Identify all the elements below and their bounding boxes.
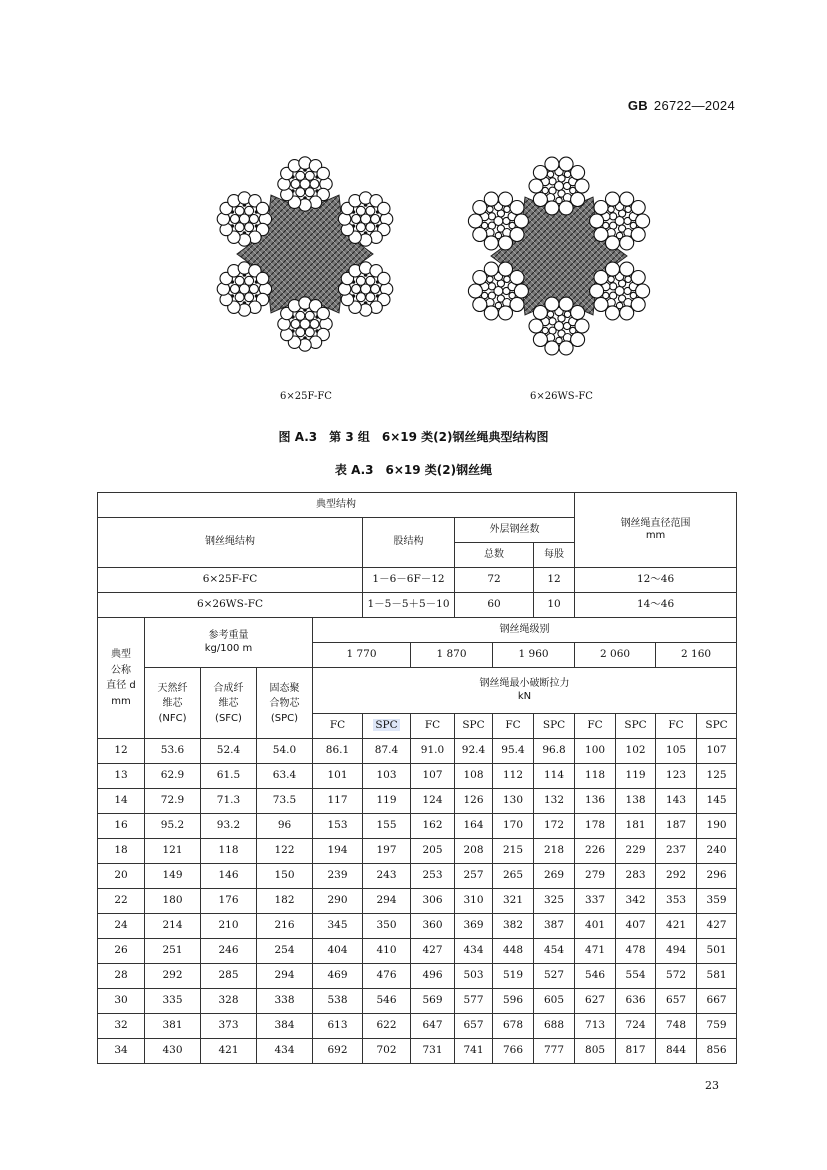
table-cell: 176 bbox=[201, 889, 257, 914]
min-force-label: 钢丝绳最小破断拉力 bbox=[479, 678, 570, 689]
table-cell: 216 bbox=[257, 914, 313, 939]
rope-structure-cell: 6×25F-FC bbox=[98, 568, 363, 593]
table-cell: 647 bbox=[411, 1014, 455, 1039]
strand bbox=[529, 297, 589, 355]
table-cell: 328 bbox=[201, 989, 257, 1014]
table-cell: 180 bbox=[145, 889, 201, 914]
table-cell: 569 bbox=[411, 989, 455, 1014]
core-type-cell: FC bbox=[575, 714, 616, 739]
table-cell: 667 bbox=[697, 989, 737, 1014]
table-cell: 246 bbox=[201, 939, 257, 964]
table-cell: 434 bbox=[257, 1039, 313, 1064]
table-cell: 401 bbox=[575, 914, 616, 939]
header-sfc bbox=[201, 668, 257, 739]
nominal-diameter-cell: 13 bbox=[98, 764, 145, 789]
nfc-l2: 维芯 bbox=[162, 697, 183, 709]
table-cell: 292 bbox=[656, 864, 697, 889]
figure-caption: 图 A.3 第 3 组 6×19 类(2)钢丝绳典型结构图 bbox=[278, 430, 549, 444]
grade-cell: 1 870 bbox=[411, 643, 493, 668]
table-cell: 627 bbox=[575, 989, 616, 1014]
table-cell: 369 bbox=[455, 914, 493, 939]
table-cell: 546 bbox=[575, 964, 616, 989]
table-cell: 678 bbox=[493, 1014, 534, 1039]
table-cell: 337 bbox=[575, 889, 616, 914]
table-cell: 132 bbox=[534, 789, 575, 814]
table-cell: 124 bbox=[411, 789, 455, 814]
sfc-l3: (SFC) bbox=[215, 712, 242, 724]
table-cell: 554 bbox=[616, 964, 656, 989]
header-row-grade-label bbox=[98, 618, 737, 643]
rope-structure-cell: 6×26WS-FC bbox=[98, 593, 363, 618]
table-cell: 421 bbox=[656, 914, 697, 939]
table-cell: 63.4 bbox=[257, 764, 313, 789]
table-cell: 384 bbox=[257, 1014, 313, 1039]
table-cell: 229 bbox=[616, 839, 656, 864]
figure-label-right: 6×26WS-FC bbox=[530, 391, 593, 402]
spc-l1: 固态聚 bbox=[269, 682, 300, 694]
table-cell: 208 bbox=[455, 839, 493, 864]
table-cell: 387 bbox=[534, 914, 575, 939]
table-cell: 162 bbox=[411, 814, 455, 839]
table-cell: 741 bbox=[455, 1039, 493, 1064]
table-cell: 434 bbox=[455, 939, 493, 964]
table-cell: 257 bbox=[455, 864, 493, 889]
table-cell: 155 bbox=[363, 814, 411, 839]
header-total: 总数 bbox=[455, 543, 534, 568]
table-cell: 596 bbox=[493, 989, 534, 1014]
table-cell: 605 bbox=[534, 989, 575, 1014]
table-cell: 210 bbox=[201, 914, 257, 939]
table-cell: 572 bbox=[656, 964, 697, 989]
table-cell: 53.6 bbox=[145, 739, 201, 764]
table-cell: 581 bbox=[697, 964, 737, 989]
table-cell: 338 bbox=[257, 989, 313, 1014]
table-cell: 404 bbox=[313, 939, 363, 964]
table-cell: 145 bbox=[697, 789, 737, 814]
table-cell: 194 bbox=[313, 839, 363, 864]
strand bbox=[529, 157, 589, 215]
table-cell: 187 bbox=[656, 814, 697, 839]
table-cell: 577 bbox=[455, 989, 493, 1014]
table-row bbox=[98, 764, 737, 789]
table-row bbox=[98, 989, 737, 1014]
diameter-range-label: 钢丝绳直径范围 bbox=[620, 517, 691, 529]
table-cell: 427 bbox=[411, 939, 455, 964]
total-wires-cell: 72 bbox=[455, 568, 534, 593]
table-cell: 688 bbox=[534, 1014, 575, 1039]
table-cell: 636 bbox=[616, 989, 656, 1014]
header-reference-weight bbox=[145, 618, 313, 668]
table-cell: 269 bbox=[534, 864, 575, 889]
table-cell: 494 bbox=[656, 939, 697, 964]
table-cell: 118 bbox=[201, 839, 257, 864]
nominal-diameter-cell: 28 bbox=[98, 964, 145, 989]
sfc-l2: 维芯 bbox=[218, 697, 239, 709]
header-min-breaking-force bbox=[313, 668, 737, 714]
table-cell: 713 bbox=[575, 1014, 616, 1039]
table-cell: 345 bbox=[313, 914, 363, 939]
table-cell: 430 bbox=[145, 1039, 201, 1064]
table-cell: 622 bbox=[363, 1014, 411, 1039]
structure-row bbox=[98, 593, 737, 618]
table-cell: 503 bbox=[455, 964, 493, 989]
table-cell: 218 bbox=[534, 839, 575, 864]
table-cell: 117 bbox=[313, 789, 363, 814]
nominal-diameter-cell: 12 bbox=[98, 739, 145, 764]
strand bbox=[590, 192, 650, 250]
nominal-diameter-cell: 30 bbox=[98, 989, 145, 1014]
table-cell: 239 bbox=[313, 864, 363, 889]
table-cell: 243 bbox=[363, 864, 411, 889]
table-row bbox=[98, 914, 737, 939]
core-type-cell: FC bbox=[656, 714, 697, 739]
grade-cell: 2 060 bbox=[575, 643, 656, 668]
table-cell: 254 bbox=[257, 939, 313, 964]
per-strand-cell: 10 bbox=[534, 593, 575, 618]
table-cell: 766 bbox=[493, 1039, 534, 1064]
table-row bbox=[98, 1039, 737, 1064]
spc-l3: (SPC) bbox=[270, 712, 299, 724]
core-type-cell: SPC bbox=[534, 714, 575, 739]
table-cell: 237 bbox=[656, 839, 697, 864]
nominal-l3: 直径 d bbox=[106, 680, 136, 691]
header-per-strand: 每股 bbox=[534, 543, 575, 568]
table-cell: 283 bbox=[616, 864, 656, 889]
header-spc bbox=[257, 668, 313, 739]
grade-cell: 2 160 bbox=[656, 643, 737, 668]
table-cell: 126 bbox=[455, 789, 493, 814]
table-cell: 123 bbox=[656, 764, 697, 789]
nominal-diameter-cell: 14 bbox=[98, 789, 145, 814]
header-rope-structure: 钢丝绳结构 bbox=[98, 518, 363, 568]
table-cell: 96 bbox=[257, 814, 313, 839]
table-cell: 410 bbox=[363, 939, 411, 964]
header-diameter-range bbox=[575, 493, 737, 568]
table-row bbox=[98, 864, 737, 889]
table-cell: 153 bbox=[313, 814, 363, 839]
table-cell: 527 bbox=[534, 964, 575, 989]
table-cell: 190 bbox=[697, 814, 737, 839]
core-type-cell: SPC bbox=[455, 714, 493, 739]
table-cell: 538 bbox=[313, 989, 363, 1014]
table-cell: 197 bbox=[363, 839, 411, 864]
nominal-diameter-cell: 16 bbox=[98, 814, 145, 839]
table-cell: 149 bbox=[145, 864, 201, 889]
table-cell: 310 bbox=[455, 889, 493, 914]
table-row bbox=[98, 789, 737, 814]
table-cell: 101 bbox=[313, 764, 363, 789]
table-cell: 469 bbox=[313, 964, 363, 989]
table-cell: 702 bbox=[363, 1039, 411, 1064]
table-cell: 71.3 bbox=[201, 789, 257, 814]
table-cell: 95.4 bbox=[493, 739, 534, 764]
table-cell: 478 bbox=[616, 939, 656, 964]
table-cell: 87.4 bbox=[363, 739, 411, 764]
core-type-cell: FC bbox=[313, 714, 363, 739]
standard-number: 26722—2024 bbox=[653, 98, 735, 113]
reference-weight-unit: kg/100 m bbox=[204, 642, 253, 654]
structure-row bbox=[98, 568, 737, 593]
table-cell: 476 bbox=[363, 964, 411, 989]
table-cell: 382 bbox=[493, 914, 534, 939]
core-type-cell: SPC bbox=[616, 714, 656, 739]
table-cell: 119 bbox=[616, 764, 656, 789]
core-type-cell bbox=[363, 714, 411, 739]
table-row bbox=[98, 939, 737, 964]
table-cell: 350 bbox=[363, 914, 411, 939]
table-cell: 471 bbox=[575, 939, 616, 964]
table-cell: 150 bbox=[257, 864, 313, 889]
table-cell: 95.2 bbox=[145, 814, 201, 839]
wire-rope-table bbox=[97, 492, 737, 1064]
table-cell: 342 bbox=[616, 889, 656, 914]
table-cell: 138 bbox=[616, 789, 656, 814]
table-cell: 172 bbox=[534, 814, 575, 839]
table-cell: 496 bbox=[411, 964, 455, 989]
table-row bbox=[98, 889, 737, 914]
table-cell: 373 bbox=[201, 1014, 257, 1039]
table-cell: 143 bbox=[656, 789, 697, 814]
table-cell: 856 bbox=[697, 1039, 737, 1064]
table-cell: 52.4 bbox=[201, 739, 257, 764]
table-cell: 381 bbox=[145, 1014, 201, 1039]
min-force-unit: kN bbox=[517, 690, 532, 702]
table-cell: 62.9 bbox=[145, 764, 201, 789]
table-cell: 805 bbox=[575, 1039, 616, 1064]
header-outer-wires: 外层钢丝数 bbox=[455, 518, 575, 543]
table-cell: 321 bbox=[493, 889, 534, 914]
header-typical-structure: 典型结构 bbox=[98, 493, 575, 518]
table-cell: 226 bbox=[575, 839, 616, 864]
header-nominal-diameter bbox=[98, 618, 145, 739]
rope-cross-section-6x25f-fc bbox=[196, 140, 414, 368]
table-cell: 777 bbox=[534, 1039, 575, 1064]
table-cell: 91.0 bbox=[411, 739, 455, 764]
table-cell: 93.2 bbox=[201, 814, 257, 839]
table-cell: 306 bbox=[411, 889, 455, 914]
table-cell: 817 bbox=[616, 1039, 656, 1064]
table-cell: 294 bbox=[257, 964, 313, 989]
table-cell: 501 bbox=[697, 939, 737, 964]
table-cell: 360 bbox=[411, 914, 455, 939]
table-cell: 214 bbox=[145, 914, 201, 939]
table-cell: 107 bbox=[411, 764, 455, 789]
table-cell: 100 bbox=[575, 739, 616, 764]
table-cell: 325 bbox=[534, 889, 575, 914]
table-cell: 92.4 bbox=[455, 739, 493, 764]
nominal-l2: 公称 bbox=[111, 664, 131, 676]
table-row bbox=[98, 839, 737, 864]
table-cell: 108 bbox=[455, 764, 493, 789]
reference-weight-label: 参考重量 bbox=[208, 630, 249, 641]
table-cell: 657 bbox=[455, 1014, 493, 1039]
standard-prefix: GB bbox=[627, 98, 648, 113]
table-cell: 72.9 bbox=[145, 789, 201, 814]
table-cell: 114 bbox=[534, 764, 575, 789]
standard-code bbox=[628, 98, 735, 113]
header-row-typical bbox=[98, 493, 737, 518]
table-row bbox=[98, 739, 737, 764]
table-cell: 279 bbox=[575, 864, 616, 889]
total-wires-cell: 60 bbox=[455, 593, 534, 618]
table-cell: 215 bbox=[493, 839, 534, 864]
table-row bbox=[98, 964, 737, 989]
nfc-l3: (NFC) bbox=[158, 712, 187, 724]
strand-structure-cell: 1－6－6F－12 bbox=[363, 568, 455, 593]
table-cell: 265 bbox=[493, 864, 534, 889]
table-cell: 205 bbox=[411, 839, 455, 864]
strand bbox=[468, 192, 528, 250]
table-cell: 359 bbox=[697, 889, 737, 914]
header-nfc bbox=[145, 668, 201, 739]
table-cell: 296 bbox=[697, 864, 737, 889]
table-cell: 448 bbox=[493, 939, 534, 964]
table-cell: 73.5 bbox=[257, 789, 313, 814]
table-cell: 294 bbox=[363, 889, 411, 914]
table-cell: 118 bbox=[575, 764, 616, 789]
table-cell: 546 bbox=[363, 989, 411, 1014]
core-type-cell: SPC bbox=[697, 714, 737, 739]
table-cell: 292 bbox=[145, 964, 201, 989]
table-cell: 61.5 bbox=[201, 764, 257, 789]
core-type-cell: FC bbox=[493, 714, 534, 739]
table-cell: 253 bbox=[411, 864, 455, 889]
grade-cell: 1 770 bbox=[313, 643, 411, 668]
table-cell: 657 bbox=[656, 989, 697, 1014]
table-cell: 125 bbox=[697, 764, 737, 789]
nominal-diameter-cell: 20 bbox=[98, 864, 145, 889]
table-cell: 105 bbox=[656, 739, 697, 764]
table-cell: 146 bbox=[201, 864, 257, 889]
table-cell: 178 bbox=[575, 814, 616, 839]
table-cell: 240 bbox=[697, 839, 737, 864]
diameter-range-unit: mm bbox=[645, 530, 666, 541]
table-cell: 844 bbox=[656, 1039, 697, 1064]
per-strand-cell: 12 bbox=[534, 568, 575, 593]
table-cell: 96.8 bbox=[534, 739, 575, 764]
table-cell: 613 bbox=[313, 1014, 363, 1039]
table-cell: 170 bbox=[493, 814, 534, 839]
nominal-l1: 典型 bbox=[111, 649, 131, 660]
nominal-diameter-cell: 18 bbox=[98, 839, 145, 864]
nominal-diameter-cell: 24 bbox=[98, 914, 145, 939]
table-cell: 748 bbox=[656, 1014, 697, 1039]
header-row-cores bbox=[98, 668, 737, 714]
core-type-cell: FC bbox=[411, 714, 455, 739]
table-cell: 285 bbox=[201, 964, 257, 989]
table-cell: 112 bbox=[493, 764, 534, 789]
table-cell: 251 bbox=[145, 939, 201, 964]
header-grade: 钢丝绳级别 bbox=[313, 618, 737, 643]
table-cell: 724 bbox=[616, 1014, 656, 1039]
figure-label-left: 6×25F-FC bbox=[280, 391, 332, 402]
table-cell: 335 bbox=[145, 989, 201, 1014]
nominal-diameter-cell: 34 bbox=[98, 1039, 145, 1064]
table-cell: 121 bbox=[145, 839, 201, 864]
table-title: 表 A.3 6×19 类(2)钢丝绳 bbox=[334, 463, 493, 477]
table-cell: 353 bbox=[656, 889, 697, 914]
header-strand-structure: 股结构 bbox=[363, 518, 455, 568]
sfc-l1: 合成纤 bbox=[213, 682, 244, 694]
table-cell: 182 bbox=[257, 889, 313, 914]
diameter-range-cell: 12～46 bbox=[575, 568, 737, 593]
nominal-diameter-cell: 32 bbox=[98, 1014, 145, 1039]
strand bbox=[468, 262, 528, 320]
table-cell: 692 bbox=[313, 1039, 363, 1064]
table-row bbox=[98, 1014, 737, 1039]
table-cell: 407 bbox=[616, 914, 656, 939]
table-cell: 103 bbox=[363, 764, 411, 789]
rope-cross-section-6x26ws-fc bbox=[450, 140, 668, 372]
table-cell: 54.0 bbox=[257, 739, 313, 764]
strand-structure-cell: 1－5－5＋5－10 bbox=[363, 593, 455, 618]
table-cell: 427 bbox=[697, 914, 737, 939]
table-cell: 130 bbox=[493, 789, 534, 814]
table-cell: 759 bbox=[697, 1014, 737, 1039]
table-cell: 181 bbox=[616, 814, 656, 839]
nominal-diameter-cell: 26 bbox=[98, 939, 145, 964]
table-cell: 122 bbox=[257, 839, 313, 864]
nominal-l4: mm bbox=[111, 695, 131, 707]
table-cell: 519 bbox=[493, 964, 534, 989]
table-cell: 164 bbox=[455, 814, 493, 839]
selected-text-highlight: SPC bbox=[375, 719, 398, 732]
table-cell: 454 bbox=[534, 939, 575, 964]
strand bbox=[590, 262, 650, 320]
grade-cell: 1 960 bbox=[493, 643, 575, 668]
page-number: 23 bbox=[705, 1079, 719, 1092]
nominal-diameter-cell: 22 bbox=[98, 889, 145, 914]
table-cell: 136 bbox=[575, 789, 616, 814]
table-cell: 107 bbox=[697, 739, 737, 764]
table-cell: 290 bbox=[313, 889, 363, 914]
table-cell: 86.1 bbox=[313, 739, 363, 764]
nfc-l1: 天然纤 bbox=[157, 682, 188, 694]
table-cell: 102 bbox=[616, 739, 656, 764]
spc-l2: 合物芯 bbox=[269, 697, 300, 709]
diameter-range-cell: 14～46 bbox=[575, 593, 737, 618]
table-cell: 421 bbox=[201, 1039, 257, 1064]
table-cell: 119 bbox=[363, 789, 411, 814]
table-row bbox=[98, 814, 737, 839]
table-cell: 731 bbox=[411, 1039, 455, 1064]
